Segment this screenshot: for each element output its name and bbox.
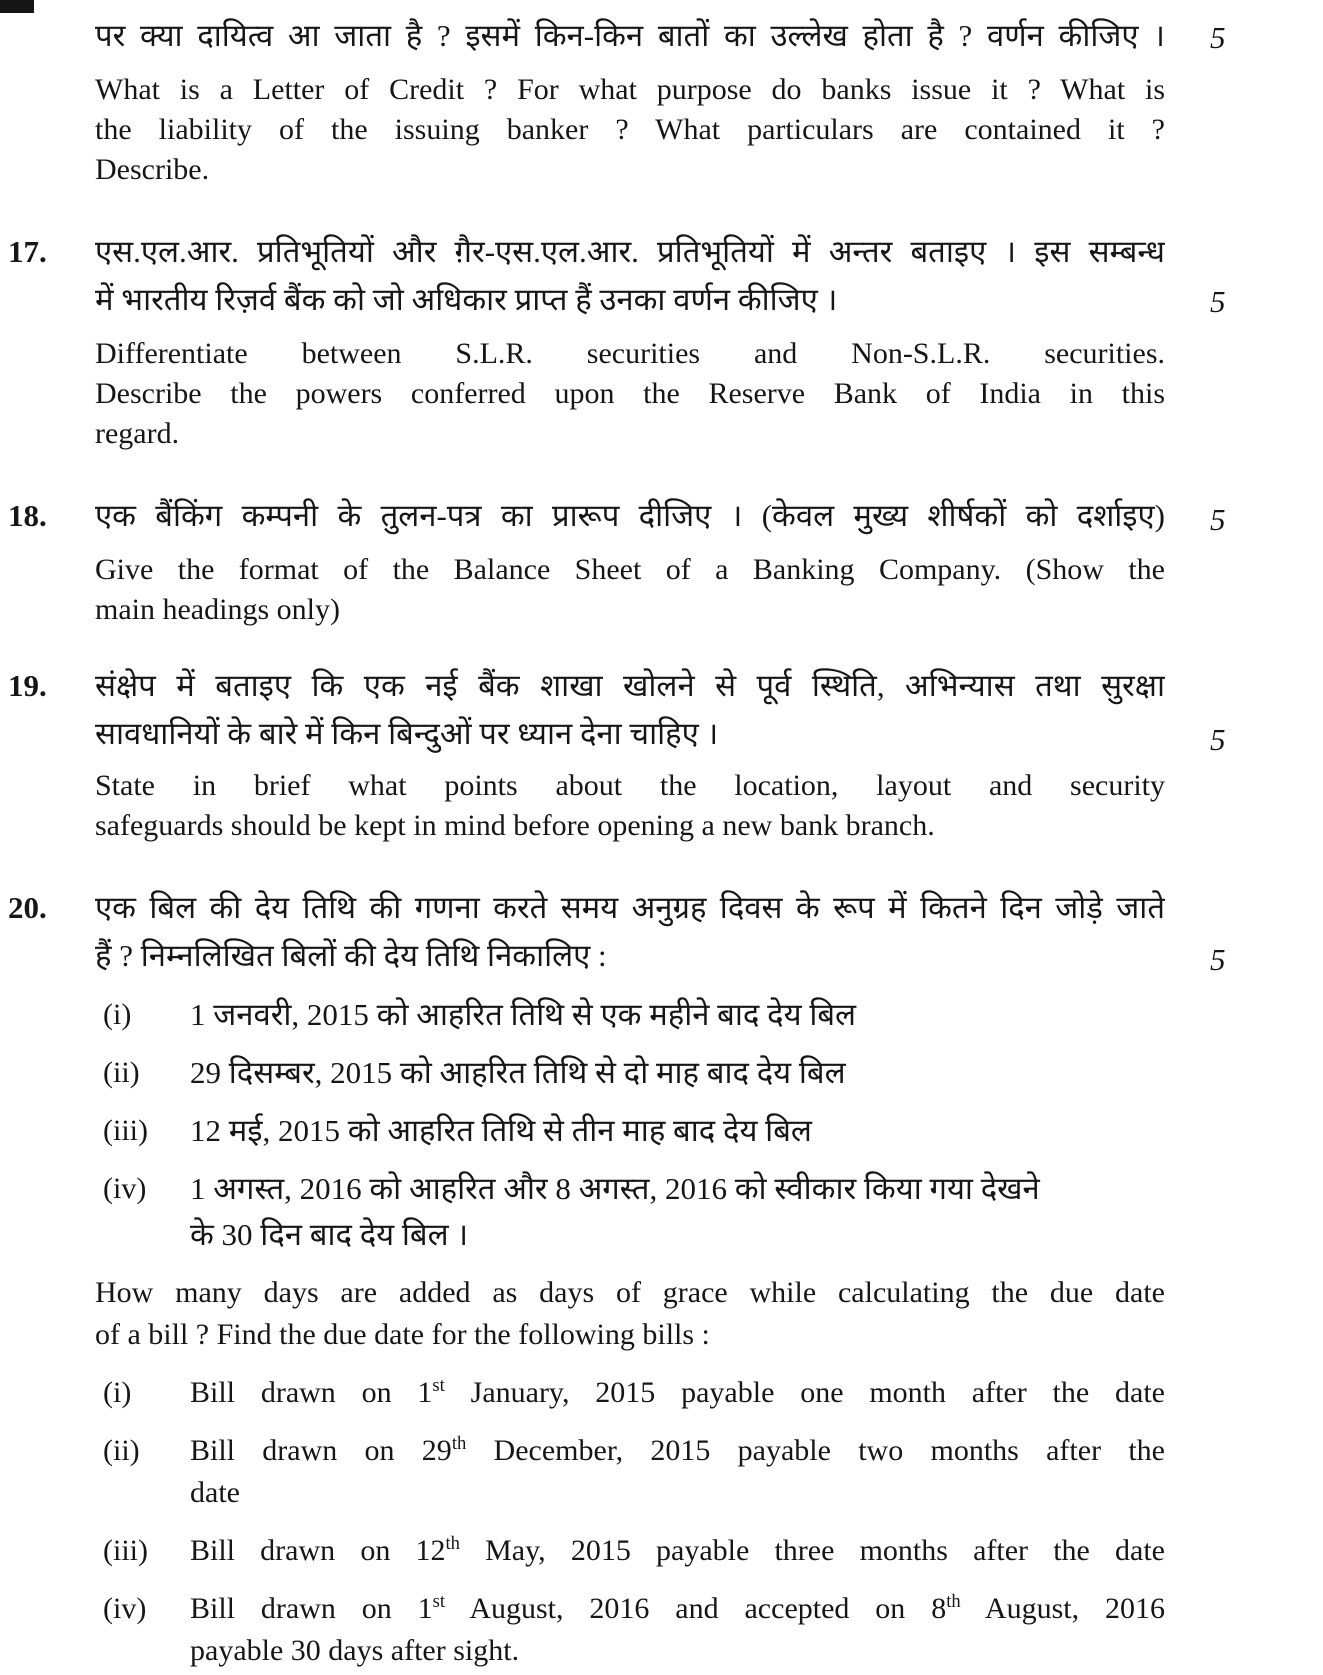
bill-text: Bill drawn on 1 — [190, 1592, 433, 1625]
english-list-line: payable 30 days after sight. — [190, 1634, 520, 1667]
hindi-question-line: पर क्या दायित्व आ जाता है ? इसमें किन-किन बातों का उल्लेख होता है ? वर्णन कीजिए । — [95, 18, 1165, 53]
question-number: 20. — [8, 890, 47, 925]
question-number: 18. — [8, 498, 47, 533]
bill-text: December, 2015 payable two months after the — [466, 1434, 1165, 1467]
list-item-label: (ii) — [103, 1056, 140, 1089]
english-question-line: Differentiate between S.L.R. securities and Non-S.L.R. securities. — [95, 337, 1165, 370]
english-list-line — [190, 1372, 1165, 1414]
question-19 — [0, 662, 1323, 846]
english-list-line — [190, 1430, 1165, 1472]
ordinal-suffix: th — [451, 1433, 467, 1454]
list-item-text — [190, 1430, 1165, 1514]
bill-text: January, 2015 payable one month after the date — [444, 1376, 1165, 1409]
hindi-question-line: संक्षेप में बताइए कि एक नई बैंक शाखा खोलने से पूर्व स्थिति, अभिन्यास तथा सुरक्षा — [95, 668, 1165, 703]
list-item-label: (iii) — [103, 1534, 148, 1567]
hindi-list-line: 1 अगस्त, 2016 को आहरित और 8 अगस्त, 2016 को स्वीकार किया गया देखने — [190, 1171, 1040, 1206]
question-20 — [0, 884, 1323, 1672]
hindi-list-item-i — [95, 992, 1165, 1038]
english-question-line: regard. — [95, 417, 180, 450]
english-list-item-iii — [95, 1530, 1165, 1572]
hindi-question-line: सावधानियों के बारे में किन बिन्दुओं पर ध्यान देना चाहिए । — [95, 716, 719, 751]
list-item-label: (i) — [103, 1376, 132, 1409]
english-list-item-i — [95, 1372, 1165, 1414]
english-question-text — [95, 334, 1165, 454]
list-item-label: (iv) — [103, 1592, 147, 1625]
english-list-line: date — [190, 1476, 240, 1509]
question-number: 17. — [8, 234, 47, 269]
hindi-question-line: एस.एल.आर. प्रतिभूतियों और ग़ैर-एस.एल.आर. प्रतिभूतियों में अन्तर बताइए । इस सम्बन्ध — [95, 234, 1165, 269]
marks-value: 5 — [1210, 722, 1226, 757]
list-item-label: (iii) — [103, 1114, 148, 1147]
english-question-line: of a bill ? Find the due date for the following bills : — [95, 1318, 710, 1351]
marks-value: 5 — [1210, 942, 1226, 977]
hindi-question-line: एक बैंकिंग कम्पनी के तुलन-पत्र का प्रारूप दीजिए । (केवल मुख्य शीर्षकों को दर्शाइए) — [95, 498, 1165, 533]
question-number — [0, 12, 95, 190]
english-question-text — [95, 70, 1165, 190]
list-item-label: (iv) — [103, 1172, 147, 1205]
hindi-question-line: एक बिल की देय तिथि की गणना करते समय अनुग्रह दिवस के रूप में कितने दिन जोड़े जाते — [95, 890, 1165, 925]
english-list-item-ii — [95, 1430, 1165, 1514]
ordinal-suffix: st — [432, 1375, 445, 1396]
marks-value: 5 — [1210, 284, 1226, 319]
english-question-line: main headings only) — [95, 593, 340, 626]
hindi-list-line: 1 जनवरी, 2015 को आहरित तिथि से एक महीने बाद देय बिल — [190, 997, 857, 1032]
ordinal-suffix: th — [445, 1533, 460, 1554]
english-question-text — [95, 550, 1165, 630]
hindi-question-line: में भारतीय रिज़र्व बैंक को जो अधिकार प्राप्त हैं उनका वर्णन कीजिए । — [95, 282, 838, 317]
list-item-label: (i) — [103, 998, 132, 1031]
hindi-list-item-iii — [95, 1108, 1165, 1154]
hindi-list-item-ii — [95, 1050, 1165, 1096]
bill-text: Bill drawn on 1 — [190, 1376, 433, 1409]
english-question-line: the liability of the issuing banker ? What particulars are contained it ? — [95, 113, 1165, 146]
list-item-text — [190, 1588, 1165, 1672]
question-17 — [0, 228, 1323, 454]
english-question-line: safeguards should be kept in mind before opening a new bank branch. — [95, 809, 935, 842]
english-question-line: Give the format of the Balance Sheet of a Banking Company. (Show the — [95, 553, 1165, 586]
marks-value: 5 — [1210, 502, 1226, 537]
question-16-continuation — [0, 12, 1323, 190]
list-item-text — [190, 1108, 1165, 1154]
question-number: 19. — [8, 668, 47, 703]
hindi-list-line: के 30 दिन बाद देय बिल । — [190, 1217, 469, 1252]
english-list-line — [190, 1588, 1165, 1630]
list-item-text — [190, 1530, 1165, 1572]
hindi-list-line: 29 दिसम्बर, 2015 को आहरित तिथि से दो माह बाद देय बिल — [190, 1055, 846, 1090]
list-item-text — [190, 1372, 1165, 1414]
english-question-text — [95, 1272, 1165, 1356]
english-question-line: Describe. — [95, 153, 210, 186]
bill-text: August, 2016 — [960, 1592, 1165, 1625]
bill-text: Bill drawn on 29 — [190, 1434, 452, 1467]
bill-text: August, 2016 and accepted on 8 — [445, 1592, 947, 1625]
hindi-question-line: हैं ? निम्नलिखित बिलों की देय तिथि निकालिए : — [95, 938, 607, 973]
english-question-line: State in brief what points about the location, layout and security — [95, 769, 1165, 802]
ordinal-suffix: st — [432, 1591, 446, 1612]
list-item-label: (ii) — [103, 1434, 140, 1467]
english-question-text — [95, 766, 1165, 846]
question-18 — [0, 492, 1323, 630]
ordinal-suffix: th — [946, 1591, 961, 1612]
bill-text: May, 2015 payable three months after the date — [459, 1534, 1165, 1567]
hindi-list-item-iv — [95, 1166, 1165, 1258]
english-list-line — [190, 1530, 1165, 1572]
hindi-list-line: 12 मई, 2015 को आहरित तिथि से तीन माह बाद देय बिल — [190, 1113, 812, 1148]
list-item-text — [190, 992, 1165, 1038]
list-item-text — [190, 1050, 1165, 1096]
bill-text: Bill drawn on 12 — [190, 1534, 446, 1567]
english-question-line: What is a Letter of Credit ? For what purpose do banks issue it ? What is — [95, 73, 1165, 106]
english-list-item-iv — [95, 1588, 1165, 1672]
english-question-line: Describe the powers conferred upon the Reserve Bank of India in this — [95, 377, 1165, 410]
english-question-line: How many days are added as days of grace while calculating the due date — [95, 1276, 1165, 1309]
marks-value: 5 — [1210, 20, 1226, 55]
list-item-text — [190, 1166, 1165, 1258]
